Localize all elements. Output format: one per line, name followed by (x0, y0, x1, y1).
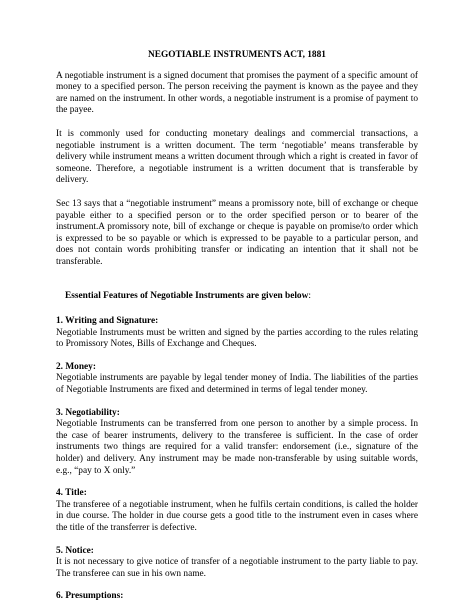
feature-body-writing-signature: Negotiable Instruments must be written and signed by the parties according to the rules relating to Promissory Notes, Bills of Exchange and Cheques. (56, 327, 418, 350)
intro-paragraph-2: It is commonly used for conducting monetary dealings and commercial transactions, a negotiable instrument is a written document. The term ‘negotiable’ means transferable by delivery while instrument means a written document through which a right is created in favor of someone. Therefore, a negotiable instrument is a written document that is transferable by delivery. (56, 128, 418, 186)
features-heading (56, 291, 418, 303)
features-heading-colon: : (308, 290, 311, 301)
feature-body-negotiability: Negotiable Instruments can be transferred from one person to another by a simple process. In the case of bearer instruments, delivery to the transferee is sufficient. In the case of order instruments two things are required for a valid transfer: endorsement (i.e., signature of the holder) and delivery. Any instrument may be made non-transferable by using suitable words, e.g., “pay to X only.” (56, 419, 418, 476)
document-page (56, 50, 418, 603)
feature-heading-negotiability: 3. Negotiability: (56, 407, 120, 418)
feature-body-notice: It is not necessary to give notice of transfer of a negotiable instrument to the party liable to pay. The transferee can sue in his own name. (56, 557, 418, 579)
intro-paragraph-1: A negotiable instrument is a signed document that promises the payment of a specific amount of money to a specified person. The person receiving the payment is known as the payee and they are named on the instrument. In other words, a negotiable instrument is a promise of payment to the payee. (56, 70, 418, 116)
feature-heading-money: 2. Money: (56, 361, 96, 372)
feature-body-money: Negotiable instruments are payable by legal tender money of India. The liabilities of the parties of Negotiable Instruments are fixed and determined in terms of legal tender money. (56, 373, 418, 396)
features-heading-text: Essential Features of Negotiable Instruments are given below (65, 290, 309, 301)
feature-heading-presumptions: 6. Presumptions: (56, 591, 124, 602)
document-title: NEGOTIABLE INSTRUMENTS ACT, 1881 (148, 50, 326, 60)
feature-body-title: The transferee of a negotiable instrument, when he fulfils certain conditions, is called the holder in due course. The holder in due course gets a good title to the instrument even in cases where the title of the transferrer is defective. (56, 499, 418, 533)
intro-paragraph-3: Sec 13 says that a “negotiable instrument” means a promissory note, bill of exchange or cheque payable either to a specified person or to the order specified person or to bearer of the instrument.A promissory note, bill of exchange or cheque is payable on promise/to order which is expressed to be so payable or which is expressed to be payable to a particular person, and does not contain words prohibiting transfer or indicating an intention that it shall not be transferable. (56, 198, 418, 267)
feature-heading-writing-signature: 1. Writing and Signature: (56, 316, 159, 327)
section-spacer (56, 281, 418, 291)
feature-heading-title: 4. Title: (56, 488, 87, 499)
feature-heading-notice: 5. Notice: (56, 545, 94, 556)
